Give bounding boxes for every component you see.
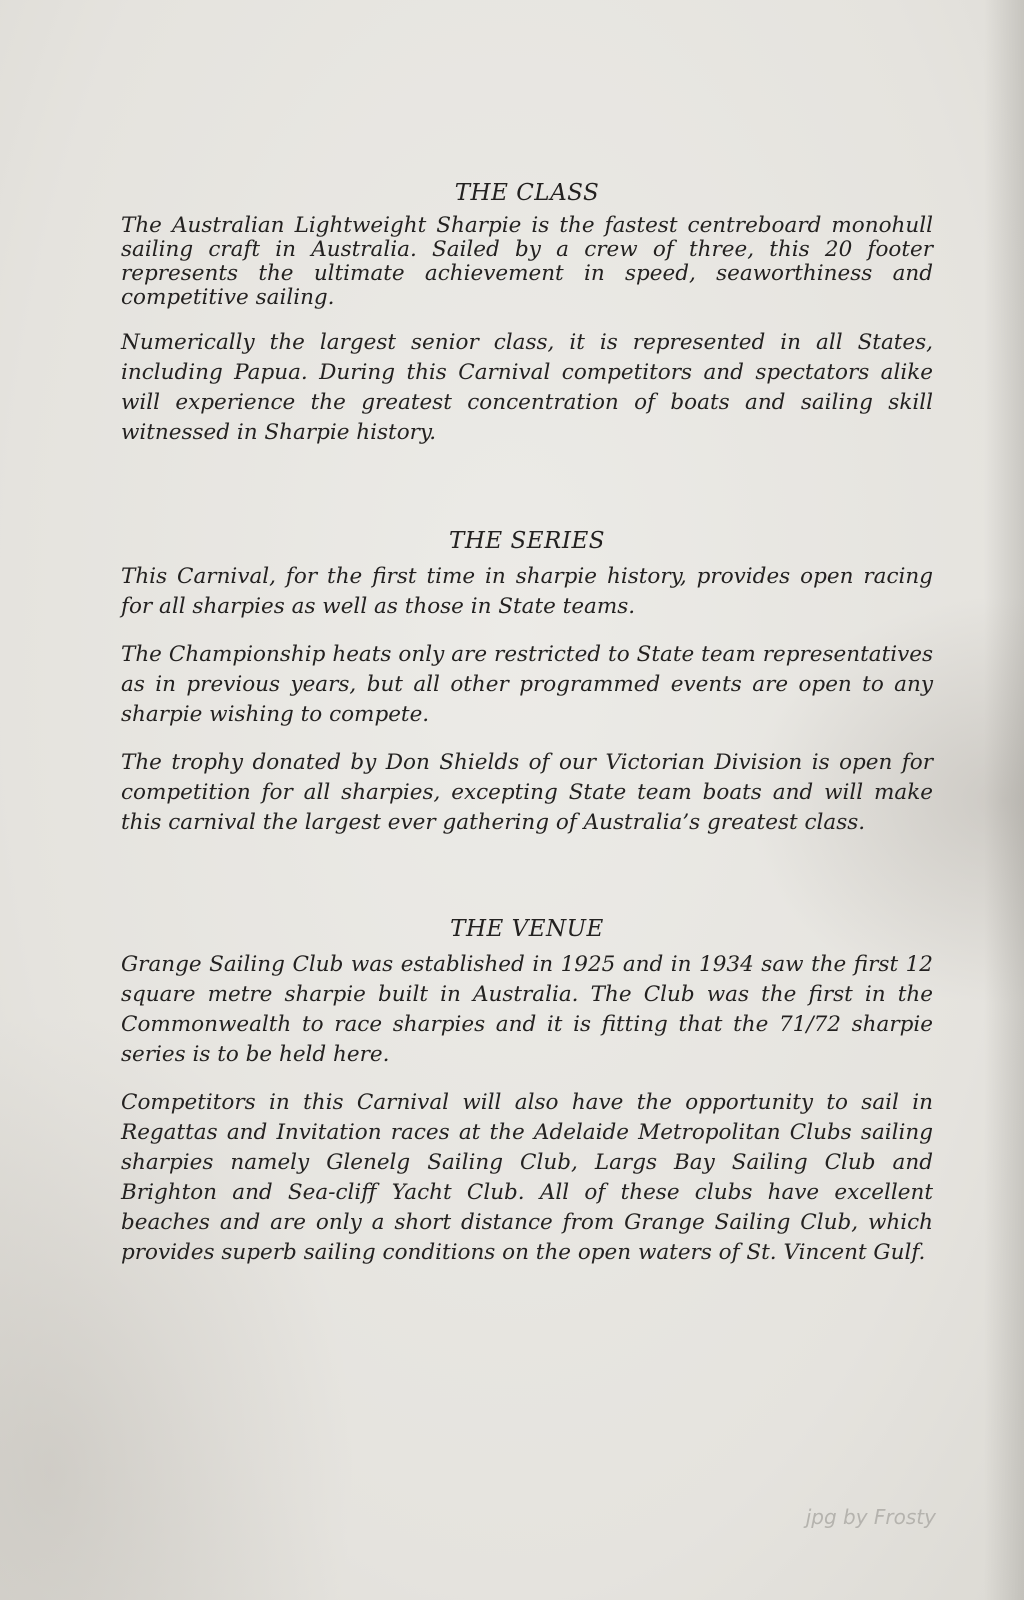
section-class [121,178,933,448]
series-paragraph-2: The Championship heats only are restricted to State team representatives as in previous years, but all other programmed events are open to any sharpie wishing to compete. [121,642,933,727]
class-paragraph-2: Numerically the largest senior class, it is represented in all States, including Papua. During this Carnival competitors and spectators alike will experience the greatest concentration of boats and sailing skill witnessed in Sharpie history. [121,330,933,445]
series-paragraph-1: This Carnival, for the first time in sharpie history, provides open racing for all sharpies as well as those in State teams. [121,564,933,619]
venue-paragraph-1: Grange Sailing Club was established in 1925 and in 1934 saw the first 12 square metre sharpie built in Australia. The Club was the first in the Commonwealth to race sharpies and it is fitting that the 71/72 sharpie series is to be held here. [121,952,933,1067]
watermark-credit: jpg by Frosty [805,1505,936,1529]
class-paragraph-1: The Australian Lightweight Sharpie is the fastest centreboard monohull sailing craft in Australia. Sailed by a crew of three, this 20 footer represents the ultimate achievement in speed, seaworthiness and competitive sailing. [121,213,933,310]
section-venue [121,914,933,1268]
page-edge-shadow [984,0,1024,1600]
section-series [121,526,933,838]
section-heading-venue: THE VENUE [450,916,604,942]
venue-paragraph-2: Competitors in this Carnival will also have the opportunity to sail in Regattas and Invitation races at the Adelaide Metropolitan Clubs sailing sharpies namely Glenelg Sailing Club, Largs Bay Sailing Club and Brighton and Sea-cliff Yacht Club. All of these clubs have excellent beaches and are only a short distance from Grange Sailing Club, which provides superb sailing conditions on the open waters of St. Vincent Gulf. [121,1090,933,1265]
section-heading-series: THE SERIES [449,528,605,554]
section-heading-class: THE CLASS [454,180,600,206]
series-paragraph-3: The trophy donated by Don Shields of our Victorian Division is open for competition for all sharpies, excepting State team boats and will make this carnival the largest ever gathering of Australia’s greatest class. [121,750,933,835]
document-body [121,178,933,1286]
